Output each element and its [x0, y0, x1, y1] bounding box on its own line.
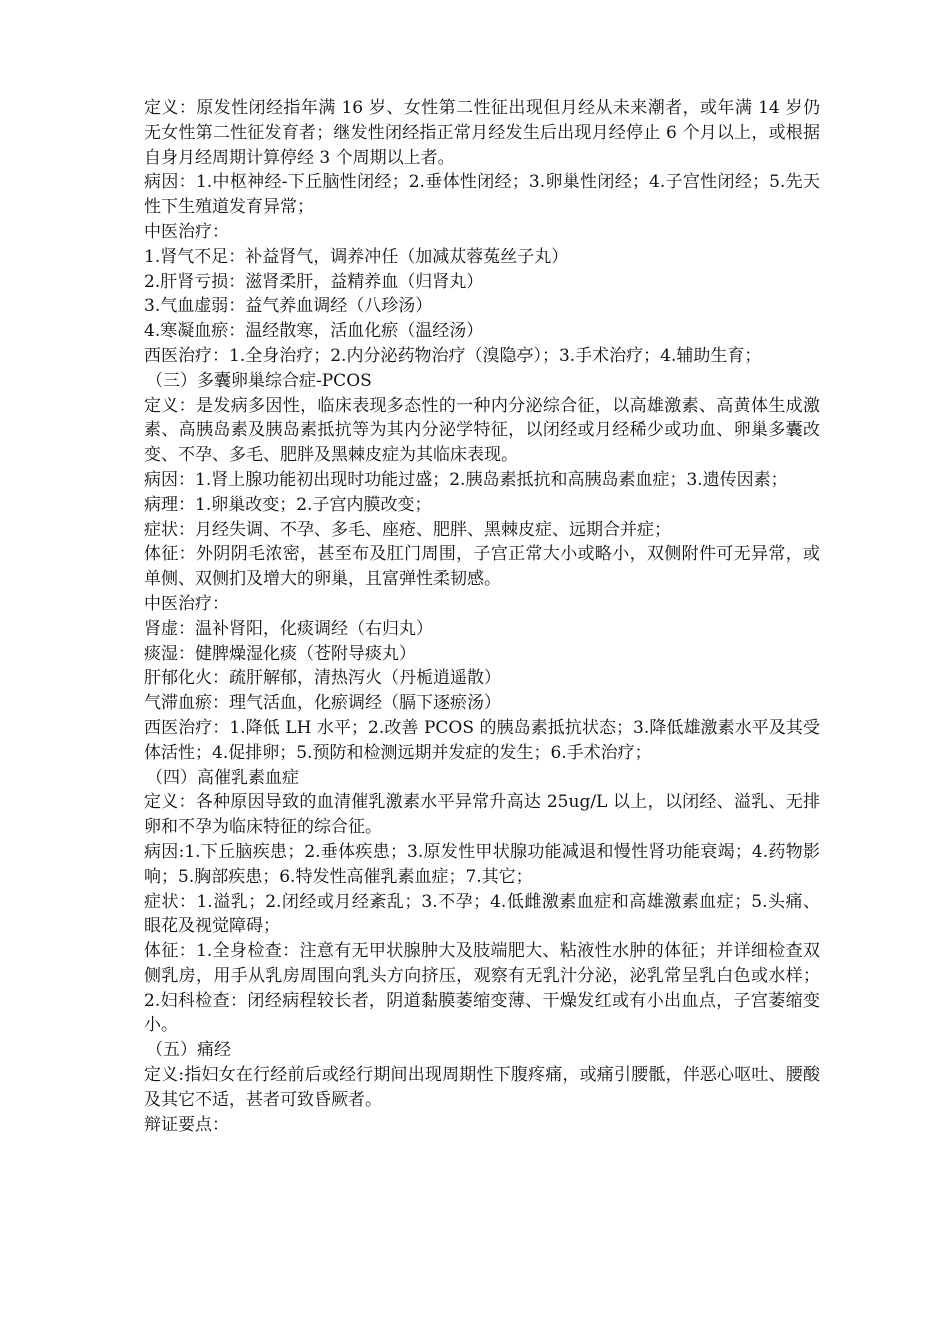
list-item: 气滞血瘀：理气活血，化瘀调经（膈下逐瘀汤） — [144, 693, 501, 714]
pcos-signs: 体征：外阴阴毛浓密，甚至布及肛门周围，子宫正常大小或略小，双侧附件可无异常，或单侧、双侧扪及增大的卵巢，且富弹性柔韧感。 — [144, 544, 820, 590]
section-heading-pcos: （三）多囊卵巢综合症-PCOS — [146, 370, 372, 391]
western-treatment: 西医治疗：1.全身治疗；2.内分泌药物治疗（溴隐亭）；3.手术治疗；4.辅助生育； — [144, 345, 762, 366]
list-item: 肝郁化火：疏肝解郁，清热泻火（丹栀逍遥散） — [144, 668, 501, 689]
list-item: 肾虚：温补肾阳，化痰调经（右归丸） — [144, 618, 433, 639]
tcm-treatment-heading: 中医治疗： — [144, 221, 229, 242]
section-heading-hyperprolactinemia: （四）高催乳素血症 — [146, 767, 299, 788]
list-item: 3.气血虚弱：益气养血调经（八珍汤） — [144, 296, 433, 317]
hyperprolactinemia-etiology: 病因:1.下丘脑疾患；2.垂体疾患；3.原发性甲状腺功能减退和慢性肾功能衰竭；4.药物影响；5.胸部疾患；6.特发性高催乳素血症；7.其它； — [144, 841, 820, 887]
dysmenorrhea-definition: 定义:指妇女在行经前后或经行期间出现周期性下腹疼痛，或痛引腰骶，伴恶心呕吐、腰酸及其它不适，甚者可致昏厥者。 — [144, 1065, 820, 1110]
pcos-etiology: 病因：1.肾上腺功能初出现时功能过盛；2.胰岛素抵抗和高胰岛素血症；3.遗传因素； — [144, 469, 788, 490]
hyperprolactinemia-definition: 定义：各种原因导致的血清催乳激素水平异常升高达 25ug/L 以上，以闭经、溢乳、无排卵和不孕为临床特征的综合征。 — [144, 792, 820, 838]
amenorrhea-etiology: 病因：1.中枢神经-下丘脑性闭经；2.垂体性闭经；3.卵巢性闭经；4.子宫性闭经；5.先天性下生殖道发育异常； — [144, 172, 820, 218]
hyperprolactinemia-symptoms: 症状：1.溢乳；2.闭经或月经紊乱；3.不孕；4.低雌激素血症和高雄激素血症；5.头痛、眼花及视觉障碍； — [144, 891, 820, 937]
pcos-definition: 定义：是发病多因性，临床表现多态性的一种内分泌综合征，以高雄激素、高黄体生成激素、高胰岛素及胰岛素抵抗等为其内分泌学特征，以闭经或月经稀少或功血、卵巢多囊改变、不孕、多毛、肥胖及黑棘皮症为其临床表现。 — [144, 395, 820, 466]
list-item: 1.肾气不足：补益肾气，调养冲任（加减苁蓉菟丝子丸） — [144, 246, 569, 267]
amenorrhea-definition: 定义：原发性闭经指年满 16 岁、女性第二性征出现但月经从未来潮者，或年满 14 岁仍无女性第二性征发育者；继发性闭经指正常月经发生后出现月经停止 6 个月以上，或根据自身月经周期计算停经 3 个周期以上者。 — [144, 98, 820, 168]
differentiation-heading: 辩证要点： — [144, 1114, 229, 1135]
tcm-treatment-heading: 中医治疗： — [144, 593, 229, 614]
western-treatment: 西医治疗：1.降低 LH 水平；2.改善 PCOS 的胰岛素抵抗状态；3.降低雄激素水平及其受体活性；4.促排卵；5.预防和检测远期并发症的发生；6.手术治疗； — [144, 717, 820, 763]
section-heading-dysmenorrhea: （五）痛经 — [146, 1040, 231, 1061]
hyperprolactinemia-signs: 体征：1.全身检查：注意有无甲状腺肿大及肢端肥大、粘液性水肿的体征；并详细检查双侧乳房，用手从乳房周围向乳头方向挤压，观察有无乳汁分泌，泌乳常呈乳白色或水样；2.妇科检查：闭经病程较长者，阴道黏膜萎缩变薄、干燥发红或有小出血点，子宫萎缩变小。 — [144, 941, 820, 1036]
pcos-symptoms: 症状：月经失调、不孕、多毛、座疮、肥胖、黑棘皮症、远期合并症； — [144, 519, 671, 540]
list-item: 2.肝肾亏损：滋肾柔肝，益精养血（归肾丸） — [144, 271, 484, 292]
list-item: 4.寒凝血瘀：温经散寒，活血化瘀（温经汤） — [144, 321, 484, 342]
pcos-pathology: 病理：1.卵巢改变；2.子宫内膜改变； — [144, 494, 432, 515]
document-body — [144, 96, 820, 1137]
list-item: 痰湿：健脾燥湿化痰（苍附导痰丸） — [144, 643, 416, 664]
